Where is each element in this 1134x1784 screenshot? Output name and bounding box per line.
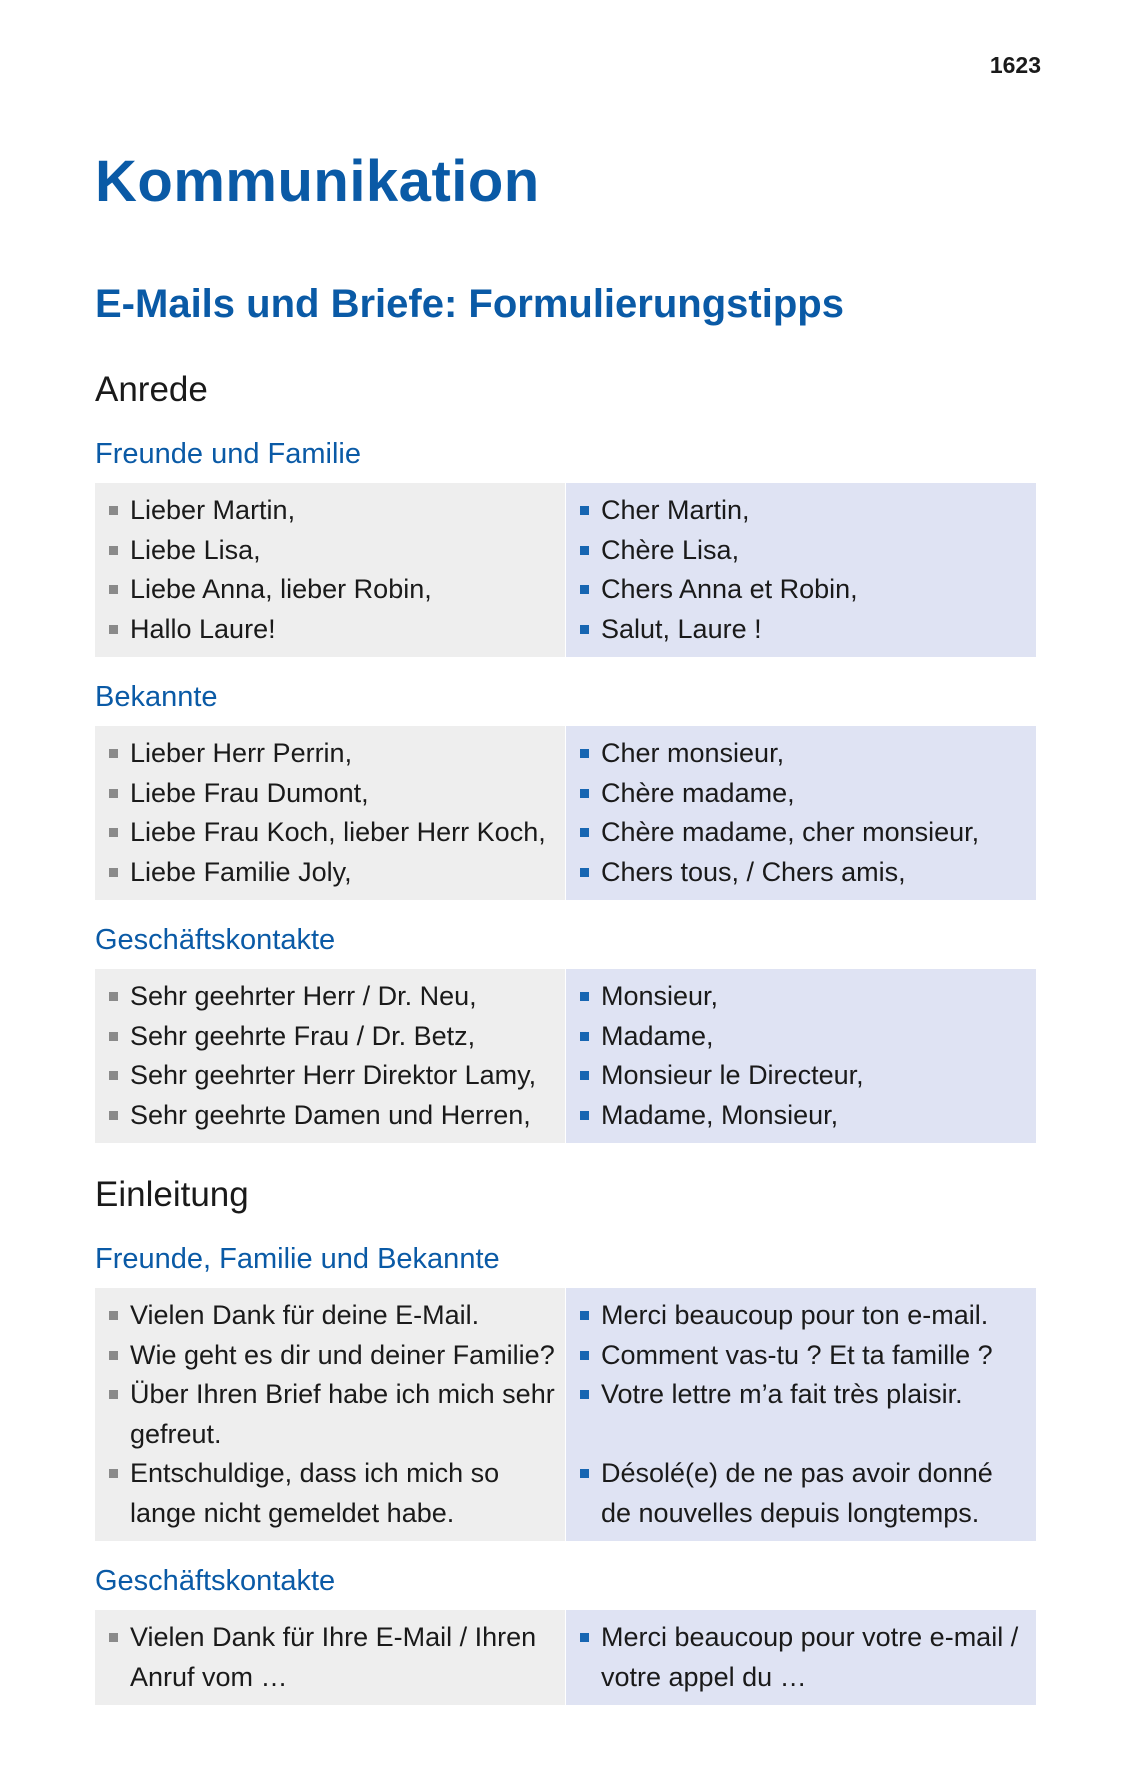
- square-bullet-icon: [109, 828, 118, 837]
- german-column: [95, 726, 565, 900]
- phrase-item: Vielen Dank für Ihre E-Mail / Ihren Anruf vom …: [109, 1618, 555, 1697]
- phrase-item: Über Ihren Brief habe ich mich sehr gefreut.: [109, 1375, 555, 1454]
- group-heading-acquaintances: Bekannte: [95, 681, 218, 713]
- square-bullet-icon: [580, 1390, 589, 1399]
- phrase-item: Liebe Familie Joly,: [109, 853, 555, 893]
- phrase-item: Hallo Laure!: [109, 610, 555, 650]
- phrase-item: Votre lettre m’a fait très plaisir.: [580, 1375, 1026, 1415]
- phrase-item: Liebe Frau Dumont,: [109, 774, 555, 814]
- phrase-item: Madame, Monsieur,: [580, 1096, 1026, 1136]
- square-bullet-icon: [580, 585, 589, 594]
- group-heading-friends-family-acquaintances: Freunde, Familie und Bekannte: [95, 1243, 500, 1275]
- phrase-item: Sehr geehrter Herr / Dr. Neu,: [109, 977, 555, 1017]
- square-bullet-icon: [109, 789, 118, 798]
- square-bullet-icon: [109, 1111, 118, 1120]
- phrase-item: Chers tous, / Chers amis,: [580, 853, 1026, 893]
- group-heading-friends-family: Freunde und Familie: [95, 438, 361, 470]
- phrase-item: Chers Anna et Robin,: [580, 570, 1026, 610]
- french-column: [566, 1288, 1036, 1541]
- group-heading-intro-business: Geschäftskontakte: [95, 1565, 336, 1597]
- phrase-item: Sehr geehrter Herr Direktor Lamy,: [109, 1056, 555, 1096]
- square-bullet-icon: [580, 625, 589, 634]
- phrase-item: Cher monsieur,: [580, 734, 1026, 774]
- square-bullet-icon: [109, 868, 118, 877]
- group-heading-business-contacts: Geschäftskontakte: [95, 924, 336, 956]
- phrase-item: Liebe Frau Koch, lieber Herr Koch,: [109, 813, 555, 853]
- square-bullet-icon: [109, 749, 118, 758]
- phrase-item: Liebe Anna, lieber Robin,: [109, 570, 555, 610]
- square-bullet-icon: [580, 1071, 589, 1080]
- page-title: Kommunikation: [95, 149, 540, 214]
- square-bullet-icon: [580, 1032, 589, 1041]
- german-column: [95, 1610, 565, 1705]
- square-bullet-icon: [109, 1311, 118, 1320]
- phrase-item: Sehr geehrte Frau / Dr. Betz,: [109, 1017, 555, 1057]
- section-heading-einleitung: Einleitung: [95, 1175, 249, 1214]
- square-bullet-icon: [580, 828, 589, 837]
- square-bullet-icon: [580, 868, 589, 877]
- phrase-item: Wie geht es dir und deiner Familie?: [109, 1336, 555, 1376]
- french-column: [566, 483, 1036, 657]
- square-bullet-icon: [580, 1111, 589, 1120]
- square-bullet-icon: [580, 1633, 589, 1642]
- square-bullet-icon: [109, 1351, 118, 1360]
- square-bullet-icon: [580, 1351, 589, 1360]
- french-column: [566, 1610, 1036, 1705]
- phrase-item: Lieber Herr Perrin,: [109, 734, 555, 774]
- square-bullet-icon: [580, 749, 589, 758]
- phrase-item: Lieber Martin,: [109, 491, 555, 531]
- square-bullet-icon: [109, 1071, 118, 1080]
- alignment-spacer: [580, 1415, 1026, 1455]
- french-column: [566, 969, 1036, 1143]
- square-bullet-icon: [109, 506, 118, 515]
- phrase-item: Entschuldige, dass ich mich so lange nicht gemeldet habe.: [109, 1454, 555, 1533]
- page-subtitle: E-Mails und Briefe: Formulierungstipps: [95, 282, 844, 326]
- page-number: 1623: [989, 52, 1041, 78]
- phrase-item: Liebe Lisa,: [109, 531, 555, 571]
- square-bullet-icon: [109, 625, 118, 634]
- phrase-table-friends-family: [95, 483, 1036, 657]
- german-column: [95, 969, 565, 1143]
- phrase-item: Monsieur,: [580, 977, 1026, 1017]
- phrase-table-acquaintances: [95, 726, 1036, 900]
- square-bullet-icon: [580, 1469, 589, 1478]
- french-column: [566, 726, 1036, 900]
- phrase-item: Chère madame,: [580, 774, 1026, 814]
- square-bullet-icon: [580, 506, 589, 515]
- phrase-item: Chère madame, cher monsieur,: [580, 813, 1026, 853]
- phrase-item: Désolé(e) de ne pas avoir donné de nouvelles depuis longtemps.: [580, 1454, 1026, 1533]
- german-column: [95, 1288, 565, 1541]
- phrase-item: Merci beaucoup pour ton e-mail.: [580, 1296, 1026, 1336]
- square-bullet-icon: [109, 1633, 118, 1642]
- square-bullet-icon: [580, 546, 589, 555]
- phrase-item: Merci beaucoup pour votre e-mail / votre appel du …: [580, 1618, 1026, 1697]
- phrase-item: Monsieur le Directeur,: [580, 1056, 1026, 1096]
- phrase-table-intro-friends: [95, 1288, 1036, 1541]
- square-bullet-icon: [109, 992, 118, 1001]
- square-bullet-icon: [109, 1469, 118, 1478]
- phrase-item: Salut, Laure !: [580, 610, 1026, 650]
- square-bullet-icon: [109, 1032, 118, 1041]
- phrase-item: Madame,: [580, 1017, 1026, 1057]
- german-column: [95, 483, 565, 657]
- square-bullet-icon: [580, 992, 589, 1001]
- phrase-table-business-contacts: [95, 969, 1036, 1143]
- phrase-item: Vielen Dank für deine E-Mail.: [109, 1296, 555, 1336]
- phrase-item: Sehr geehrte Damen und Herren,: [109, 1096, 555, 1136]
- phrase-item: Chère Lisa,: [580, 531, 1026, 571]
- section-heading-anrede: Anrede: [95, 370, 208, 409]
- square-bullet-icon: [580, 789, 589, 798]
- square-bullet-icon: [580, 1311, 589, 1320]
- square-bullet-icon: [109, 1390, 118, 1399]
- phrase-table-intro-business: [95, 1610, 1036, 1705]
- square-bullet-icon: [109, 546, 118, 555]
- phrase-item: Comment vas-tu ? Et ta famille ?: [580, 1336, 1026, 1376]
- phrase-item: Cher Martin,: [580, 491, 1026, 531]
- square-bullet-icon: [109, 585, 118, 594]
